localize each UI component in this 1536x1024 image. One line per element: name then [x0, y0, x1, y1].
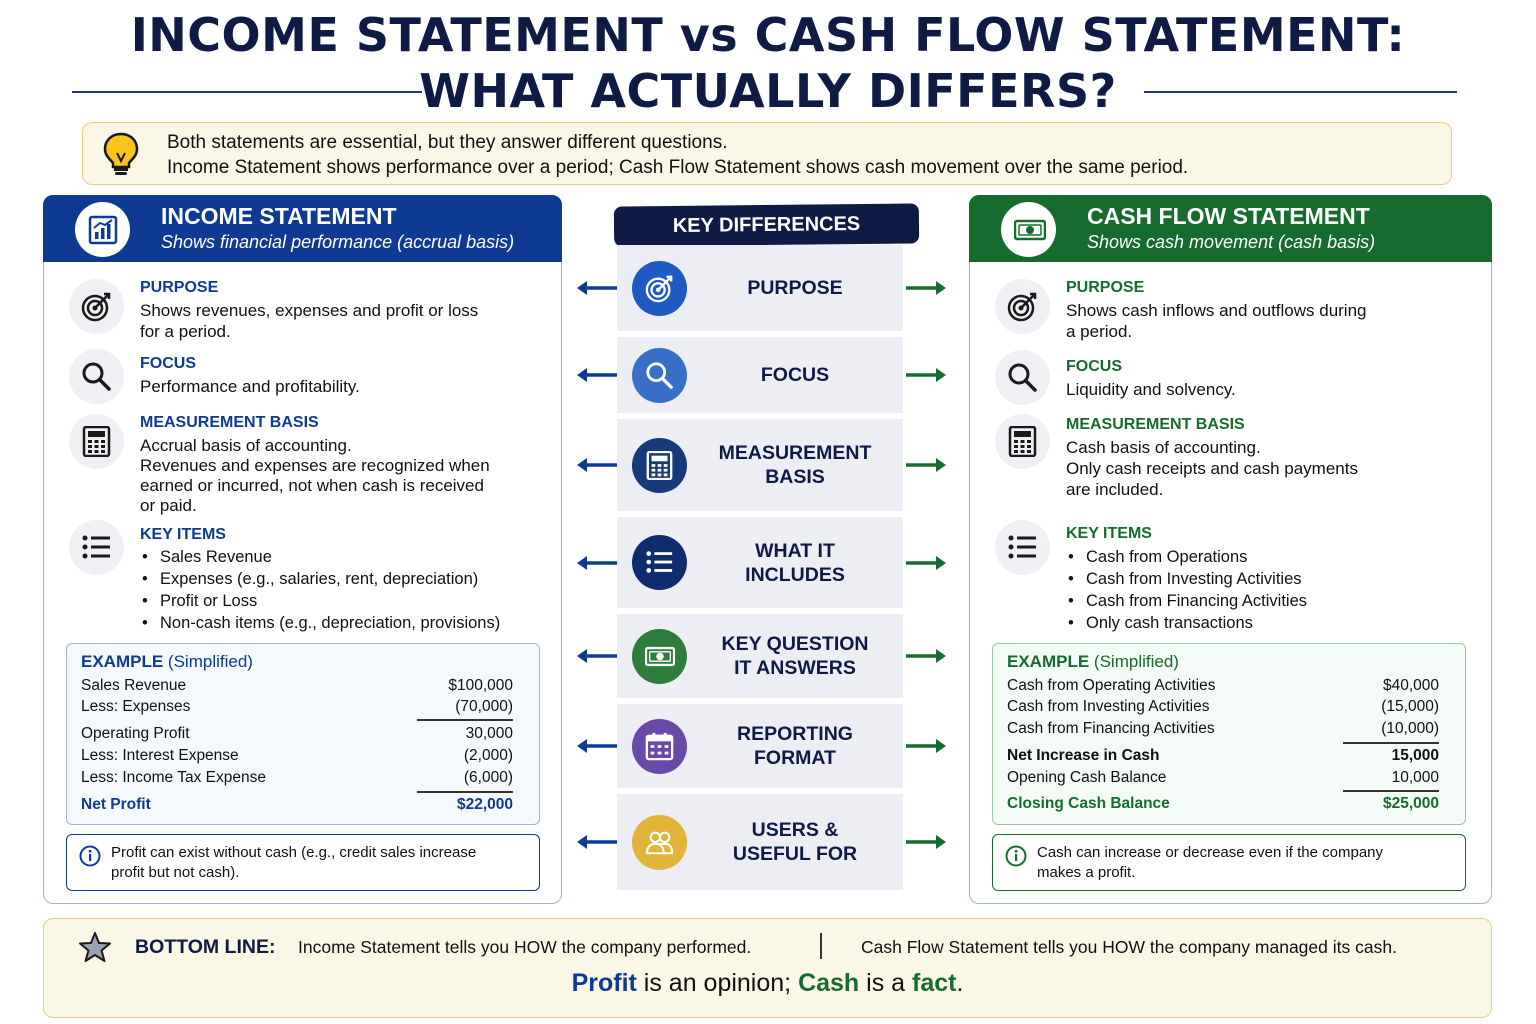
net-increase-value: 15,000	[1391, 747, 1439, 764]
info-icon	[79, 845, 101, 867]
intro-line1: Both statements are essential, but they answer different questions.	[167, 132, 728, 153]
income-basis-line1: Accrual basis of accounting.	[140, 436, 352, 455]
arrow-right-icon	[904, 365, 948, 385]
info-icon	[1005, 845, 1027, 867]
key-difference-label	[687, 818, 903, 866]
magnifier-icon	[69, 349, 124, 404]
cash-items-label: KEY ITEMS	[1066, 525, 1152, 542]
example-row-label: Less: Expenses	[81, 698, 191, 715]
cash-example-sub: (Simplified)	[1093, 652, 1179, 671]
cash-note-line1: Cash can increase or decrease even if the company	[1037, 844, 1384, 861]
calendar-icon	[632, 719, 687, 774]
income-focus-text: Performance and profitability.	[140, 377, 360, 396]
key-difference-label	[687, 276, 903, 300]
income-basis-line4: or paid.	[140, 496, 197, 515]
bar-chart-icon	[75, 202, 130, 257]
list-icon	[69, 520, 124, 575]
tagline-fact: fact	[912, 969, 957, 997]
page-title-line2: WHAT ACTUALLY DIFFERS?	[419, 64, 1117, 118]
income-panel-title: INCOME STATEMENT	[161, 203, 397, 229]
key-difference-row	[617, 419, 903, 511]
key-difference-label-line2: FORMAT	[754, 747, 836, 769]
key-difference-label-line1: REPORTING	[737, 723, 853, 745]
example-row-value: 30,000	[465, 725, 513, 742]
tagline	[44, 969, 1491, 998]
cash-basis-line1: Cash basis of accounting.	[1066, 438, 1261, 457]
key-difference-label	[687, 363, 903, 387]
example-row-label: Cash from Operating Activities	[1007, 677, 1216, 694]
lightbulb-icon	[101, 131, 141, 182]
key-difference-label-line1: FOCUS	[760, 364, 830, 386]
arrow-left-icon	[575, 553, 619, 573]
arrow-left-icon	[575, 365, 619, 385]
key-difference-label-line1: KEY QUESTION	[721, 633, 869, 655]
arrow-right-icon	[904, 832, 948, 852]
arrow-left-icon	[575, 736, 619, 756]
key-difference-label-line1: WHAT IT	[755, 540, 835, 562]
cash-note-box	[992, 834, 1466, 891]
cash-basis-line2: Only cash receipts and cash payments	[1066, 459, 1358, 478]
income-statement-panel	[43, 195, 562, 904]
tagline-mid2: is a	[859, 969, 912, 997]
cash-flow-panel	[969, 195, 1492, 904]
arrow-left-icon	[575, 832, 619, 852]
closing-balance-value: $25,000	[1382, 795, 1439, 812]
example-row-value: (70,000)	[455, 698, 513, 715]
example-row-label: Less: Interest Expense	[81, 747, 239, 764]
income-note-line1: Profit can exist without cash (e.g., credit sales increase	[111, 844, 477, 861]
calculator-icon	[632, 438, 687, 493]
income-example-heading	[81, 652, 253, 672]
example-row-label: Cash from Investing Activities	[1007, 698, 1210, 715]
arrow-right-icon	[904, 278, 948, 298]
example-row-label: Sales Revenue	[81, 677, 187, 694]
bottom-line-box	[43, 918, 1492, 1018]
key-difference-label	[687, 632, 903, 680]
example-row-value: (2,000)	[463, 747, 513, 764]
example-row-value: (6,000)	[463, 769, 513, 786]
tagline-mid1: is an opinion;	[636, 969, 799, 997]
income-focus-label: FOCUS	[140, 355, 196, 372]
tagline-end: .	[956, 969, 964, 997]
key-differences-header: KEY DIFFERENCES	[614, 203, 919, 246]
calculator-icon	[69, 414, 124, 469]
income-example-box	[66, 643, 540, 825]
example-row-label: Opening Cash Balance	[1007, 769, 1167, 786]
cash-focus-text: Liquidity and solvency.	[1066, 380, 1236, 399]
bottom-separator	[820, 933, 822, 959]
key-difference-label-line2: INCLUDES	[745, 564, 845, 586]
cash-example-title: EXAMPLE	[1007, 652, 1090, 671]
arrow-right-icon	[904, 646, 948, 666]
cash-purpose-label: PURPOSE	[1066, 279, 1145, 296]
key-difference-label-line1: PURPOSE	[747, 277, 843, 299]
example-total-rule	[417, 791, 513, 793]
bottom-line-cash: Cash Flow Statement tells you HOW the company managed its cash.	[861, 937, 1397, 957]
example-row-value: $40,000	[1382, 677, 1439, 694]
list-item: • Cash from Operations	[1068, 546, 1307, 568]
cash-panel-subtitle: Shows cash movement (cash basis)	[1087, 232, 1376, 252]
income-purpose-line2: for a period.	[140, 322, 231, 341]
key-difference-row	[617, 517, 903, 608]
cash-basis-line3: are included.	[1066, 480, 1164, 499]
target-icon	[69, 279, 124, 334]
example-total-rule	[1343, 790, 1439, 792]
calculator-icon	[995, 414, 1050, 469]
list-item: • Non-cash items (e.g., depreciation, provisions)	[142, 612, 500, 634]
key-difference-label-line2: USEFUL FOR	[732, 843, 858, 865]
cash-purpose-line2: a period.	[1066, 322, 1133, 341]
star-icon	[78, 931, 112, 968]
income-basis-label: MEASUREMENT BASIS	[140, 414, 319, 431]
example-row-value: (10,000)	[1381, 720, 1439, 737]
income-panel-header	[43, 195, 562, 262]
title-rule-right	[1144, 91, 1457, 93]
key-difference-label-line1: USERS &	[751, 819, 839, 841]
cash-items-list	[1068, 546, 1307, 634]
income-note-text	[111, 843, 476, 883]
key-difference-row	[617, 614, 903, 698]
example-row-value: 10,000	[1391, 769, 1439, 786]
arrow-left-icon	[575, 278, 619, 298]
list-icon	[995, 520, 1050, 575]
intro-line2: Income Statement shows performance over a period; Cash Flow Statement shows cash movement over the same period.	[167, 157, 1189, 178]
key-difference-row	[617, 337, 903, 413]
magnifier-icon	[632, 348, 687, 403]
income-note-line2: profit but not cash).	[111, 864, 240, 881]
arrow-right-icon	[904, 736, 948, 756]
income-items-list	[142, 546, 500, 634]
cash-note-line2: makes a profit.	[1037, 864, 1136, 881]
key-difference-label-line2: BASIS	[765, 466, 825, 488]
intro-box	[82, 122, 1452, 185]
net-profit-value: $22,000	[456, 796, 513, 813]
arrow-right-icon	[904, 553, 948, 573]
list-item: • Sales Revenue	[142, 546, 500, 568]
key-difference-label	[687, 539, 903, 587]
income-basis-line2: Revenues and expenses are recognized when	[140, 456, 490, 475]
list-item: • Cash from Investing Activities	[1068, 568, 1307, 590]
key-difference-label-line2: IT ANSWERS	[734, 657, 856, 679]
cash-panel-header	[969, 195, 1492, 262]
target-icon	[632, 261, 687, 316]
example-row-label: Less: Income Tax Expense	[81, 769, 266, 786]
cash-panel-title: CASH FLOW STATEMENT	[1087, 203, 1370, 229]
key-difference-label	[687, 441, 903, 489]
users-icon	[632, 815, 687, 870]
bottom-line-label: BOTTOM LINE:	[135, 936, 276, 958]
banknote-icon	[1001, 202, 1056, 257]
income-example-title: EXAMPLE	[81, 652, 164, 671]
income-basis-line3: earned or incurred, not when cash is received	[140, 476, 484, 495]
list-item: • Expenses (e.g., salaries, rent, depreciation)	[142, 568, 500, 590]
example-subtotal-rule	[1343, 742, 1439, 744]
cash-note-text	[1037, 843, 1383, 883]
income-items-label: KEY ITEMS	[140, 526, 226, 543]
income-purpose-label: PURPOSE	[140, 279, 219, 296]
example-row-label: Cash from Financing Activities	[1007, 720, 1215, 737]
tagline-cash: Cash	[798, 969, 860, 997]
income-purpose-line1: Shows revenues, expenses and profit or loss	[140, 301, 479, 320]
key-difference-label-line1: MEASUREMENT	[718, 442, 872, 464]
cash-focus-label: FOCUS	[1066, 358, 1122, 375]
key-difference-row	[617, 794, 903, 890]
net-increase-label: Net Increase in Cash	[1007, 747, 1160, 764]
list-item: • Only cash transactions	[1068, 612, 1307, 634]
arrow-left-icon	[575, 646, 619, 666]
arrow-left-icon	[575, 455, 619, 475]
example-subtotal-rule	[417, 719, 513, 721]
key-difference-row	[617, 704, 903, 788]
example-row-value: $100,000	[448, 677, 513, 694]
list-icon	[632, 535, 687, 590]
cash-purpose-line1: Shows cash inflows and outflows during	[1066, 301, 1367, 320]
cash-example-heading	[1007, 652, 1179, 672]
key-difference-label	[687, 722, 903, 770]
income-panel-subtitle: Shows financial performance (accrual basis)	[161, 232, 515, 252]
cash-example-box	[992, 643, 1466, 825]
list-item: • Profit or Loss	[142, 590, 500, 612]
list-item: • Cash from Financing Activities	[1068, 590, 1307, 612]
example-row-label: Operating Profit	[81, 725, 190, 742]
income-example-sub: (Simplified)	[167, 652, 253, 671]
arrow-right-icon	[904, 455, 948, 475]
net-profit-label: Net Profit	[81, 796, 151, 813]
magnifier-icon	[995, 350, 1050, 405]
example-row-value: (15,000)	[1381, 698, 1439, 715]
income-note-box	[66, 834, 540, 891]
banknote-icon	[632, 629, 687, 684]
target-icon	[995, 279, 1050, 334]
key-difference-row	[617, 245, 903, 331]
page-title-line1: INCOME STATEMENT vs CASH FLOW STATEMENT:	[130, 8, 1406, 62]
closing-balance-label: Closing Cash Balance	[1007, 795, 1170, 812]
cash-basis-label: MEASUREMENT BASIS	[1066, 416, 1245, 433]
tagline-profit: Profit	[571, 969, 637, 997]
bottom-line-income: Income Statement tells you HOW the company performed.	[298, 937, 752, 957]
